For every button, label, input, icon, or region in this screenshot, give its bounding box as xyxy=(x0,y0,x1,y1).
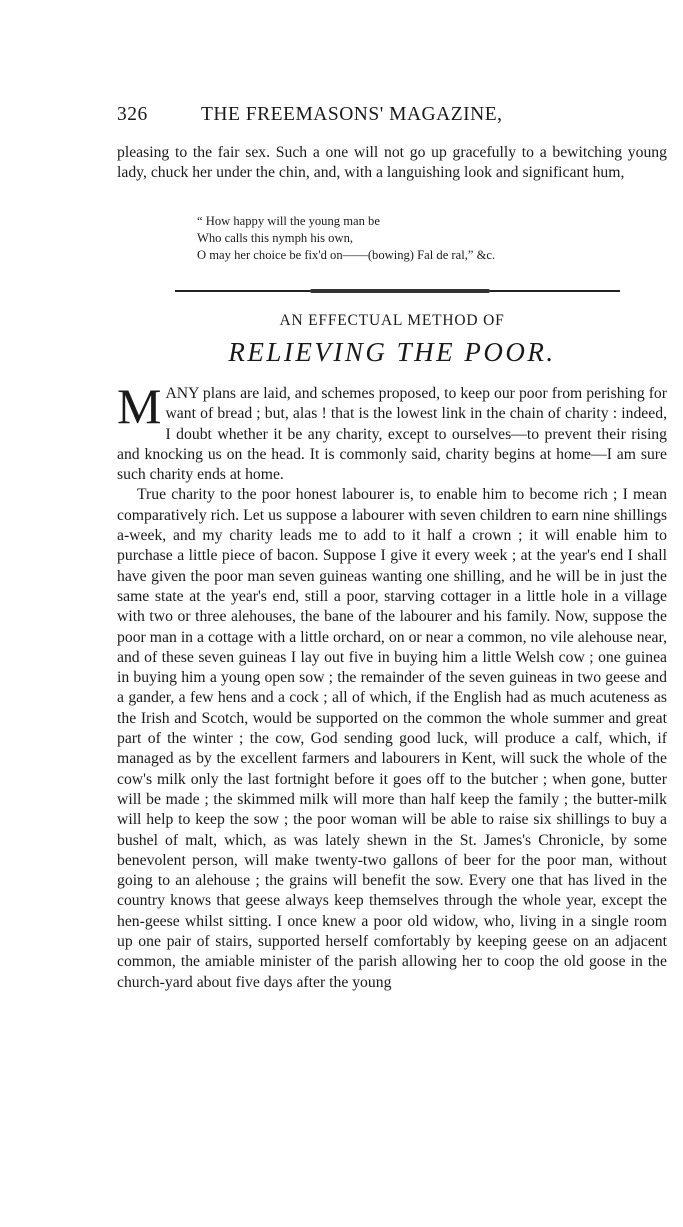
article-paragraph-2: True charity to the poor honest labourer is, to enable him to become rich ; I mean comparatively rich. Let us suppose a labourer with seven children to earn nine shillings a-week, and my charity leads me to add to it half a crown ; it will enable him to purchase a little piece of bacon. Suppose I give it every week ; at the year's end I shall have given the poor man seven guineas wanting one shilling, and he will be in just the same state at the year's end, still a poor, starving cottager in a little hole in a village with two or three alehouses, the bane of the labourer and his family. Now, suppose the poor man in a cottage with a little orchard, on or near a common, no vile alehouse near, and of these seven guineas I lay out five in buying him a little Welsh cow ; one guinea in buying him a young open sow ; the remainder of the seven guineas in two geese and a gander, a few hens and a cock ; all of which, if the English had as much acuteness as the Irish and Scotch, would be supported on the common the whole summer and great part of the winter ; the cow, God sending good luck, will produce a calf, which, if managed as by the excellent farmers and labourers in Kent, will suck the whole of the cow's milk only the last fortnight before it goes off to the butcher ; when gone, butter will be made ; the skimmed milk will more than half keep the family ; the butter-milk will help to keep the sow ; the poor woman will be able to raise six shillings to buy a bushel of malt, which, as was lately shewn in the St. James's Chronicle, by some benevolent person, will make twenty-two gallons of beer for the poor man, without going to an alehouse ; the grains will benefit the sow. Every one that has lived in the country knows that geese always keep themselves through the whole year, except the hen-geese whilst sitting. I once knew a poor old widow, who, living in a single room up one pair of stairs, supported herself comfortably by keeping geese on an adjacent common, the amiable minister of the parish allowing her to coop the old goose in the church-yard about five days after the young xyxy=(117,486,667,991)
article-body xyxy=(117,378,667,993)
article-subtitle: AN EFFECTUAL METHOD OF xyxy=(279,312,505,329)
section-divider-ornament xyxy=(310,289,490,293)
intro-text: pleasing to the fair sex. Such a one will not go up gracefully to a bewitching young lady, chuck her under the chin, and, with a languishing look and significant hum, xyxy=(117,144,667,182)
drop-cap: M xyxy=(117,378,162,434)
verse-line: Who calls this nymph his own, xyxy=(197,231,354,245)
page-number: 326 xyxy=(117,104,148,125)
verse-line: “ How happy will the young man be xyxy=(197,214,380,228)
paragraph-text: ANY plans are laid, and schemes proposed, to keep our poor from perishing for want of bread ; but, alas ! that is the lowest link in the chain of charity : indeed, I doubt whether it be any charity, except to ourselves—to prevent their rising and knocking us on the head. It is commonly said, charity begins at home—I am sure such charity ends at home. xyxy=(117,385,667,484)
verse-line: O may her choice be fix'd on——(bowing) Fal de ral,” &c. xyxy=(197,248,496,262)
page-header xyxy=(117,104,665,134)
running-head: THE FREEMASONS' MAGAZINE, xyxy=(201,104,503,125)
article-paragraph-1 xyxy=(117,378,667,485)
intro-paragraph xyxy=(117,143,667,184)
verse-block xyxy=(197,213,627,264)
article-title: RELIEVING THE POOR. xyxy=(228,337,556,367)
